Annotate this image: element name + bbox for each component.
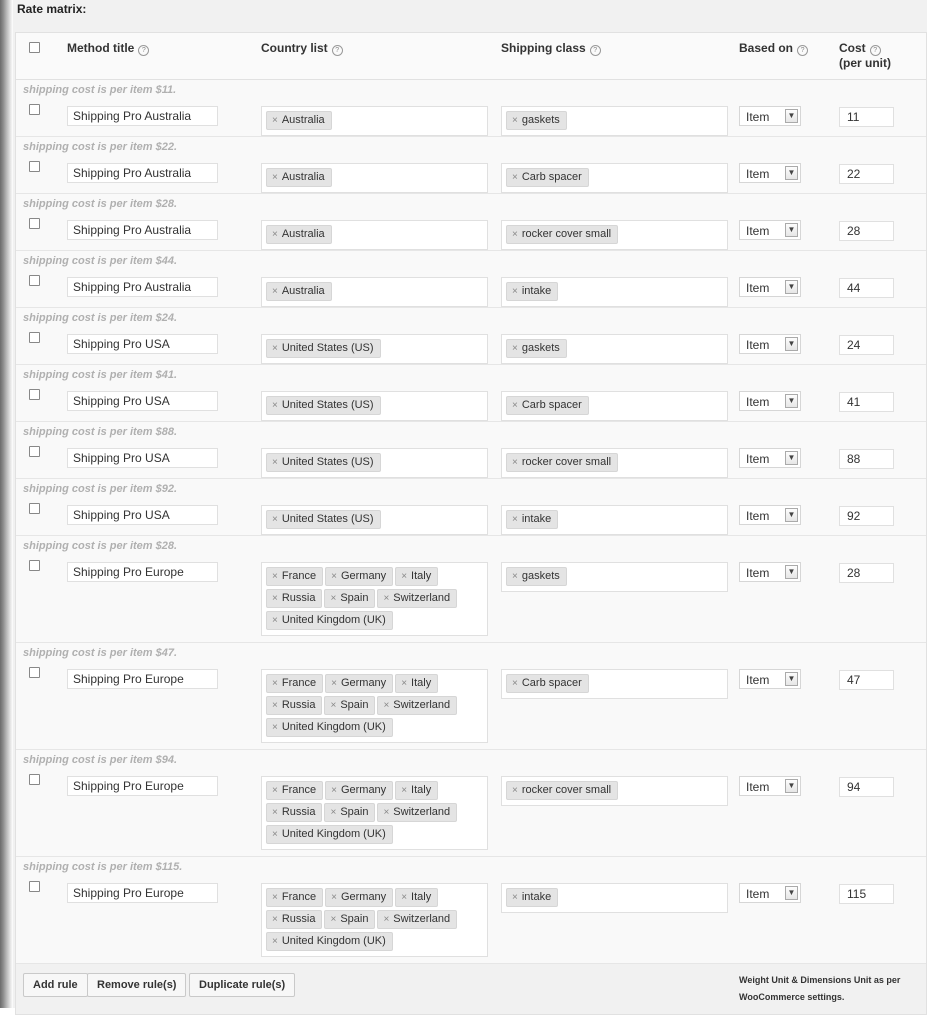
remove-tag-icon[interactable]: × [272,678,278,689]
based-on-value: Item [746,167,770,181]
table-footer [16,964,926,1014]
tag-chip [324,696,375,715]
country-list-field[interactable] [261,669,488,743]
tag-chip [266,696,322,715]
chevron-down-icon[interactable]: ▼ [785,886,798,900]
shipping-class-field[interactable] [501,277,728,307]
country-list-field[interactable] [261,505,488,535]
tag-chip [266,803,322,822]
remove-tag-icon[interactable]: × [512,115,518,126]
tag-chip [506,453,618,472]
tag-label: Germany [340,784,387,796]
help-icon[interactable]: ? [797,45,808,56]
tag-label: France [281,570,317,582]
shipping-class-field[interactable] [501,562,728,592]
header-shipping-class: Shipping class ? [501,41,601,56]
remove-tag-icon[interactable]: × [272,286,278,297]
tag-label: Australia [281,285,325,297]
remove-tag-icon[interactable]: × [512,514,518,525]
remove-tag-icon[interactable]: × [383,700,390,711]
rule-row [16,422,926,479]
tag-label: Australia [281,114,325,126]
cost-input[interactable]: 28 [839,221,894,241]
tag-label: United States (US) [281,399,374,411]
remove-tag-icon[interactable]: × [512,457,518,468]
rule-row [16,308,926,365]
remove-tag-icon[interactable]: × [272,571,278,582]
tag-chip [395,888,438,907]
tag-chip [395,781,438,800]
tag-chip [266,674,323,693]
tag-label: Russia [281,699,316,711]
tag-label: France [281,677,317,689]
tag-chip [266,781,323,800]
rule-note: shipping cost is per item $47. [23,647,178,659]
rule-note: shipping cost is per item $94. [23,754,178,766]
tag-chip [266,510,381,529]
tag-chip [324,803,375,822]
tag-chip [395,674,438,693]
tag-label: intake [521,285,552,297]
remove-tag-icon[interactable]: × [331,785,337,796]
tag-chip [266,396,381,415]
remove-tag-icon[interactable]: × [272,115,278,126]
tag-label: United States (US) [281,456,374,468]
method-title-input[interactable]: Shipping Pro Europe [67,562,218,582]
remove-tag-icon[interactable]: × [272,807,278,818]
remove-tag-icon[interactable]: × [330,807,337,818]
based-on-select[interactable] [739,562,801,582]
method-title-input[interactable]: Shipping Pro Australia [67,163,218,183]
method-title-input[interactable]: Shipping Pro USA [67,334,218,354]
chevron-down-icon[interactable]: ▼ [785,672,798,686]
remove-tag-icon[interactable]: × [272,593,278,604]
rule-row [16,750,926,857]
tag-label: United Kingdom (UK) [281,614,386,626]
rule-row [16,536,926,643]
shipping-class-field[interactable] [501,505,728,535]
tag-label: Italy [411,891,432,903]
country-list-field[interactable] [261,334,488,364]
header-based-on: Based on ? [739,41,808,56]
remove-tag-icon[interactable]: × [401,785,408,796]
remove-tag-icon[interactable]: × [512,229,518,240]
tag-label: Spain [340,699,369,711]
based-on-select[interactable] [739,334,801,354]
chevron-down-icon[interactable]: ▼ [785,166,798,180]
tag-chip [377,696,457,715]
country-list-field[interactable] [261,448,488,478]
remove-tag-icon[interactable]: × [272,936,278,947]
tag-label: Italy [411,570,432,582]
remove-tag-icon[interactable]: × [330,593,337,604]
cost-input[interactable]: 11 [839,107,894,127]
method-title-input[interactable]: Shipping Pro Europe [67,776,218,796]
rule-note: shipping cost is per item $44. [23,255,178,267]
rule-note: shipping cost is per item $28. [23,540,178,552]
remove-tag-icon[interactable]: × [330,700,337,711]
tag-chip [506,168,589,187]
based-on-select[interactable] [739,163,801,183]
country-list-field[interactable] [261,277,488,307]
tag-label: Carb spacer [521,171,582,183]
tag-label: gaskets [521,114,560,126]
chevron-down-icon[interactable]: ▼ [785,508,798,522]
shipping-class-field[interactable] [501,220,728,250]
header-cost: Cost ? (per unit) [839,41,891,70]
remove-tag-icon[interactable]: × [272,892,278,903]
rule-note: shipping cost is per item $92. [23,483,178,495]
remove-rules-button[interactable]: Remove rule(s) [87,973,186,997]
tag-chip [506,339,567,358]
remove-tag-icon[interactable]: × [512,785,518,796]
tag-chip [506,510,558,529]
rule-note: shipping cost is per item $22. [23,141,178,153]
tag-chip [325,674,393,693]
chevron-down-icon[interactable]: ▼ [785,109,798,123]
add-rule-button[interactable]: Add rule [23,973,88,997]
remove-tag-icon[interactable]: × [512,343,518,354]
table-body [16,80,926,964]
based-on-value: Item [746,281,770,295]
remove-tag-icon[interactable]: × [272,829,278,840]
tag-chip [266,453,381,472]
rule-row [16,194,926,251]
tag-chip [506,282,558,301]
tag-chip [377,589,457,608]
based-on-select[interactable] [739,448,801,468]
tag-chip [324,910,375,929]
tag-label: Russia [281,806,316,818]
tag-label: rocker cover small [521,228,612,240]
tag-label: Carb spacer [521,677,582,689]
method-title-input[interactable]: Shipping Pro Australia [67,220,218,240]
remove-tag-icon[interactable]: × [272,785,278,796]
shipping-class-field[interactable] [501,163,728,193]
country-list-field[interactable] [261,163,488,193]
rule-checkbox[interactable] [29,389,40,400]
remove-tag-icon[interactable]: × [512,571,518,582]
tag-label: United Kingdom (UK) [281,721,386,733]
chevron-down-icon[interactable]: ▼ [785,394,798,408]
country-list-field[interactable] [261,883,488,957]
header-method-title: Method title ? [67,41,149,56]
tag-chip [266,589,322,608]
rule-checkbox[interactable] [29,275,40,286]
shipping-class-field[interactable] [501,391,728,421]
tag-label: Italy [411,677,432,689]
remove-tag-icon[interactable]: × [272,457,278,468]
remove-tag-icon[interactable]: × [331,678,337,689]
remove-tag-icon[interactable]: × [330,914,337,925]
shipping-class-field[interactable] [501,334,728,364]
cost-input[interactable]: 22 [839,164,894,184]
rule-checkbox[interactable] [29,218,40,229]
tag-label: Carb spacer [521,399,582,411]
tag-label: France [281,784,317,796]
tag-chip [266,168,332,187]
remove-tag-icon[interactable]: × [272,722,278,733]
remove-tag-icon[interactable]: × [383,914,390,925]
rule-row [16,137,926,194]
rule-note: shipping cost is per item $115. [23,861,183,873]
tag-label: United States (US) [281,513,374,525]
tag-chip [506,396,589,415]
based-on-select[interactable] [739,669,801,689]
tag-chip [266,611,393,630]
based-on-value: Item [746,509,770,523]
based-on-value: Item [746,110,770,124]
based-on-value: Item [746,887,770,901]
rule-row [16,251,926,308]
tag-label: France [281,891,317,903]
rule-row [16,479,926,536]
cost-input[interactable]: 92 [839,506,894,526]
remove-tag-icon[interactable]: × [272,343,278,354]
cost-input[interactable]: 44 [839,278,894,298]
rule-checkbox[interactable] [29,881,40,892]
chevron-down-icon[interactable]: ▼ [785,565,798,579]
tag-label: Australia [281,171,325,183]
tag-label: intake [521,513,552,525]
tag-chip [266,282,332,301]
based-on-select[interactable] [739,776,801,796]
help-icon[interactable]: ? [590,45,601,56]
tag-chip [506,567,567,586]
based-on-value: Item [746,224,770,238]
based-on-value: Item [746,452,770,466]
tag-label: Switzerland [393,699,451,711]
country-list-field[interactable] [261,220,488,250]
tag-chip [325,888,393,907]
tag-label: gaskets [521,570,560,582]
tag-chip [506,674,589,693]
rule-note: shipping cost is per item $88. [23,426,178,438]
method-title-input[interactable]: Shipping Pro USA [67,448,218,468]
help-icon[interactable]: ? [332,45,343,56]
shipping-class-field[interactable] [501,883,728,913]
tag-chip [506,111,567,130]
remove-tag-icon[interactable]: × [512,172,518,183]
tag-label: Russia [281,913,316,925]
tag-chip [266,567,323,586]
rule-checkbox[interactable] [29,503,40,514]
tag-label: rocker cover small [521,784,612,796]
rule-row [16,80,926,137]
chevron-down-icon[interactable]: ▼ [785,451,798,465]
tag-label: rocker cover small [521,456,612,468]
rule-checkbox[interactable] [29,560,40,571]
country-list-field[interactable] [261,106,488,136]
tag-label: Spain [340,592,369,604]
based-on-value: Item [746,566,770,580]
remove-tag-icon[interactable]: × [512,400,518,411]
tag-label: United States (US) [281,342,374,354]
tag-chip [506,225,618,244]
rule-row [16,365,926,422]
cost-input[interactable]: 115 [839,884,894,904]
tag-label: United Kingdom (UK) [281,935,386,947]
remove-tag-icon[interactable]: × [272,615,278,626]
tag-label: Italy [411,784,432,796]
chevron-down-icon[interactable]: ▼ [785,280,798,294]
rule-note: shipping cost is per item $11. [23,84,177,96]
select-all-checkbox[interactable] [29,42,40,53]
tag-chip [377,803,457,822]
remove-tag-icon[interactable]: × [512,678,518,689]
header-country-list: Country list ? [261,41,343,56]
shipping-class-field[interactable] [501,448,728,478]
based-on-select[interactable] [739,277,801,297]
rate-matrix-table [15,32,927,1015]
tag-label: Germany [340,570,387,582]
method-title-input[interactable]: Shipping Pro Europe [67,883,218,903]
remove-tag-icon[interactable]: × [512,286,518,297]
method-title-input[interactable]: Shipping Pro USA [67,505,218,525]
remove-tag-icon[interactable]: × [272,400,278,411]
remove-tag-icon[interactable]: × [401,571,408,582]
method-title-input[interactable]: Shipping Pro USA [67,391,218,411]
tag-label: Spain [340,913,369,925]
tag-chip [325,781,393,800]
tag-chip [506,781,618,800]
remove-tag-icon[interactable]: × [401,892,408,903]
shipping-class-field[interactable] [501,669,728,699]
remove-tag-icon[interactable]: × [512,892,518,903]
remove-tag-icon[interactable]: × [383,593,390,604]
tag-chip [266,339,381,358]
unit-settings-note: Weight Unit & Dimensions Unit as per WooCommerce settings. [739,975,901,1002]
tag-label: gaskets [521,342,560,354]
remove-tag-icon[interactable]: × [272,514,278,525]
tag-chip [266,718,393,737]
tag-chip [266,888,323,907]
rule-note: shipping cost is per item $41. [23,369,178,381]
method-title-input[interactable]: Shipping Pro Europe [67,669,218,689]
tag-label: Australia [281,228,325,240]
tag-label: Russia [281,592,316,604]
tag-label: Switzerland [393,913,451,925]
tag-label: Switzerland [393,592,451,604]
tag-chip [266,225,332,244]
rule-checkbox[interactable] [29,332,40,343]
based-on-select[interactable] [739,505,801,525]
cost-input[interactable]: 94 [839,777,894,797]
shipping-class-field[interactable] [501,106,728,136]
help-icon[interactable]: ? [870,45,881,56]
tag-label: Switzerland [393,806,451,818]
tag-chip [506,888,558,907]
country-list-field[interactable] [261,776,488,850]
tag-label: Germany [340,677,387,689]
chevron-down-icon[interactable]: ▼ [785,337,798,351]
rule-checkbox[interactable] [29,104,40,115]
tag-chip [324,589,375,608]
shipping-class-field[interactable] [501,776,728,806]
rule-checkbox[interactable] [29,446,40,457]
rate-matrix-title: Rate matrix: [17,2,87,16]
based-on-select[interactable] [739,220,801,240]
cost-input[interactable]: 28 [839,563,894,583]
remove-tag-icon[interactable]: × [331,892,337,903]
cost-input[interactable]: 47 [839,670,894,690]
rule-checkbox[interactable] [29,667,40,678]
table-header [16,33,926,80]
tag-chip [395,567,438,586]
remove-tag-icon[interactable]: × [272,172,278,183]
cost-input[interactable]: 88 [839,449,894,469]
rate-matrix-panel [13,0,927,1008]
rule-note: shipping cost is per item $24. [23,312,178,324]
rule-row [16,643,926,750]
country-list-field[interactable] [261,391,488,421]
tag-label: United Kingdom (UK) [281,828,386,840]
tag-chip [266,932,393,951]
remove-tag-icon[interactable]: × [401,678,408,689]
remove-tag-icon[interactable]: × [272,914,278,925]
chevron-down-icon[interactable]: ▼ [785,223,798,237]
tag-chip [377,910,457,929]
cost-input[interactable]: 24 [839,335,894,355]
rule-note: shipping cost is per item $28. [23,198,178,210]
chevron-down-icon[interactable]: ▼ [785,779,798,793]
tag-chip [266,111,332,130]
tag-label: Germany [340,891,387,903]
tag-chip [266,910,322,929]
rule-checkbox[interactable] [29,161,40,172]
country-list-field[interactable] [261,562,488,636]
based-on-select[interactable] [739,106,801,126]
based-on-value: Item [746,673,770,687]
help-icon[interactable]: ? [138,45,149,56]
tag-chip [266,825,393,844]
tag-label: intake [521,891,552,903]
remove-tag-icon[interactable]: × [272,700,278,711]
based-on-value: Item [746,780,770,794]
based-on-value: Item [746,395,770,409]
rule-row [16,857,926,964]
based-on-select[interactable] [739,883,801,903]
duplicate-rules-button[interactable]: Duplicate rule(s) [189,973,295,997]
method-title-input[interactable]: Shipping Pro Australia [67,277,218,297]
method-title-input[interactable]: Shipping Pro Australia [67,106,218,126]
based-on-select[interactable] [739,391,801,411]
rule-checkbox[interactable] [29,774,40,785]
tag-chip [325,567,393,586]
tag-label: Spain [340,806,369,818]
remove-tag-icon[interactable]: × [331,571,337,582]
page-shadow [0,0,13,1008]
based-on-value: Item [746,338,770,352]
cost-input[interactable]: 41 [839,392,894,412]
remove-tag-icon[interactable]: × [272,229,278,240]
remove-tag-icon[interactable]: × [383,807,390,818]
